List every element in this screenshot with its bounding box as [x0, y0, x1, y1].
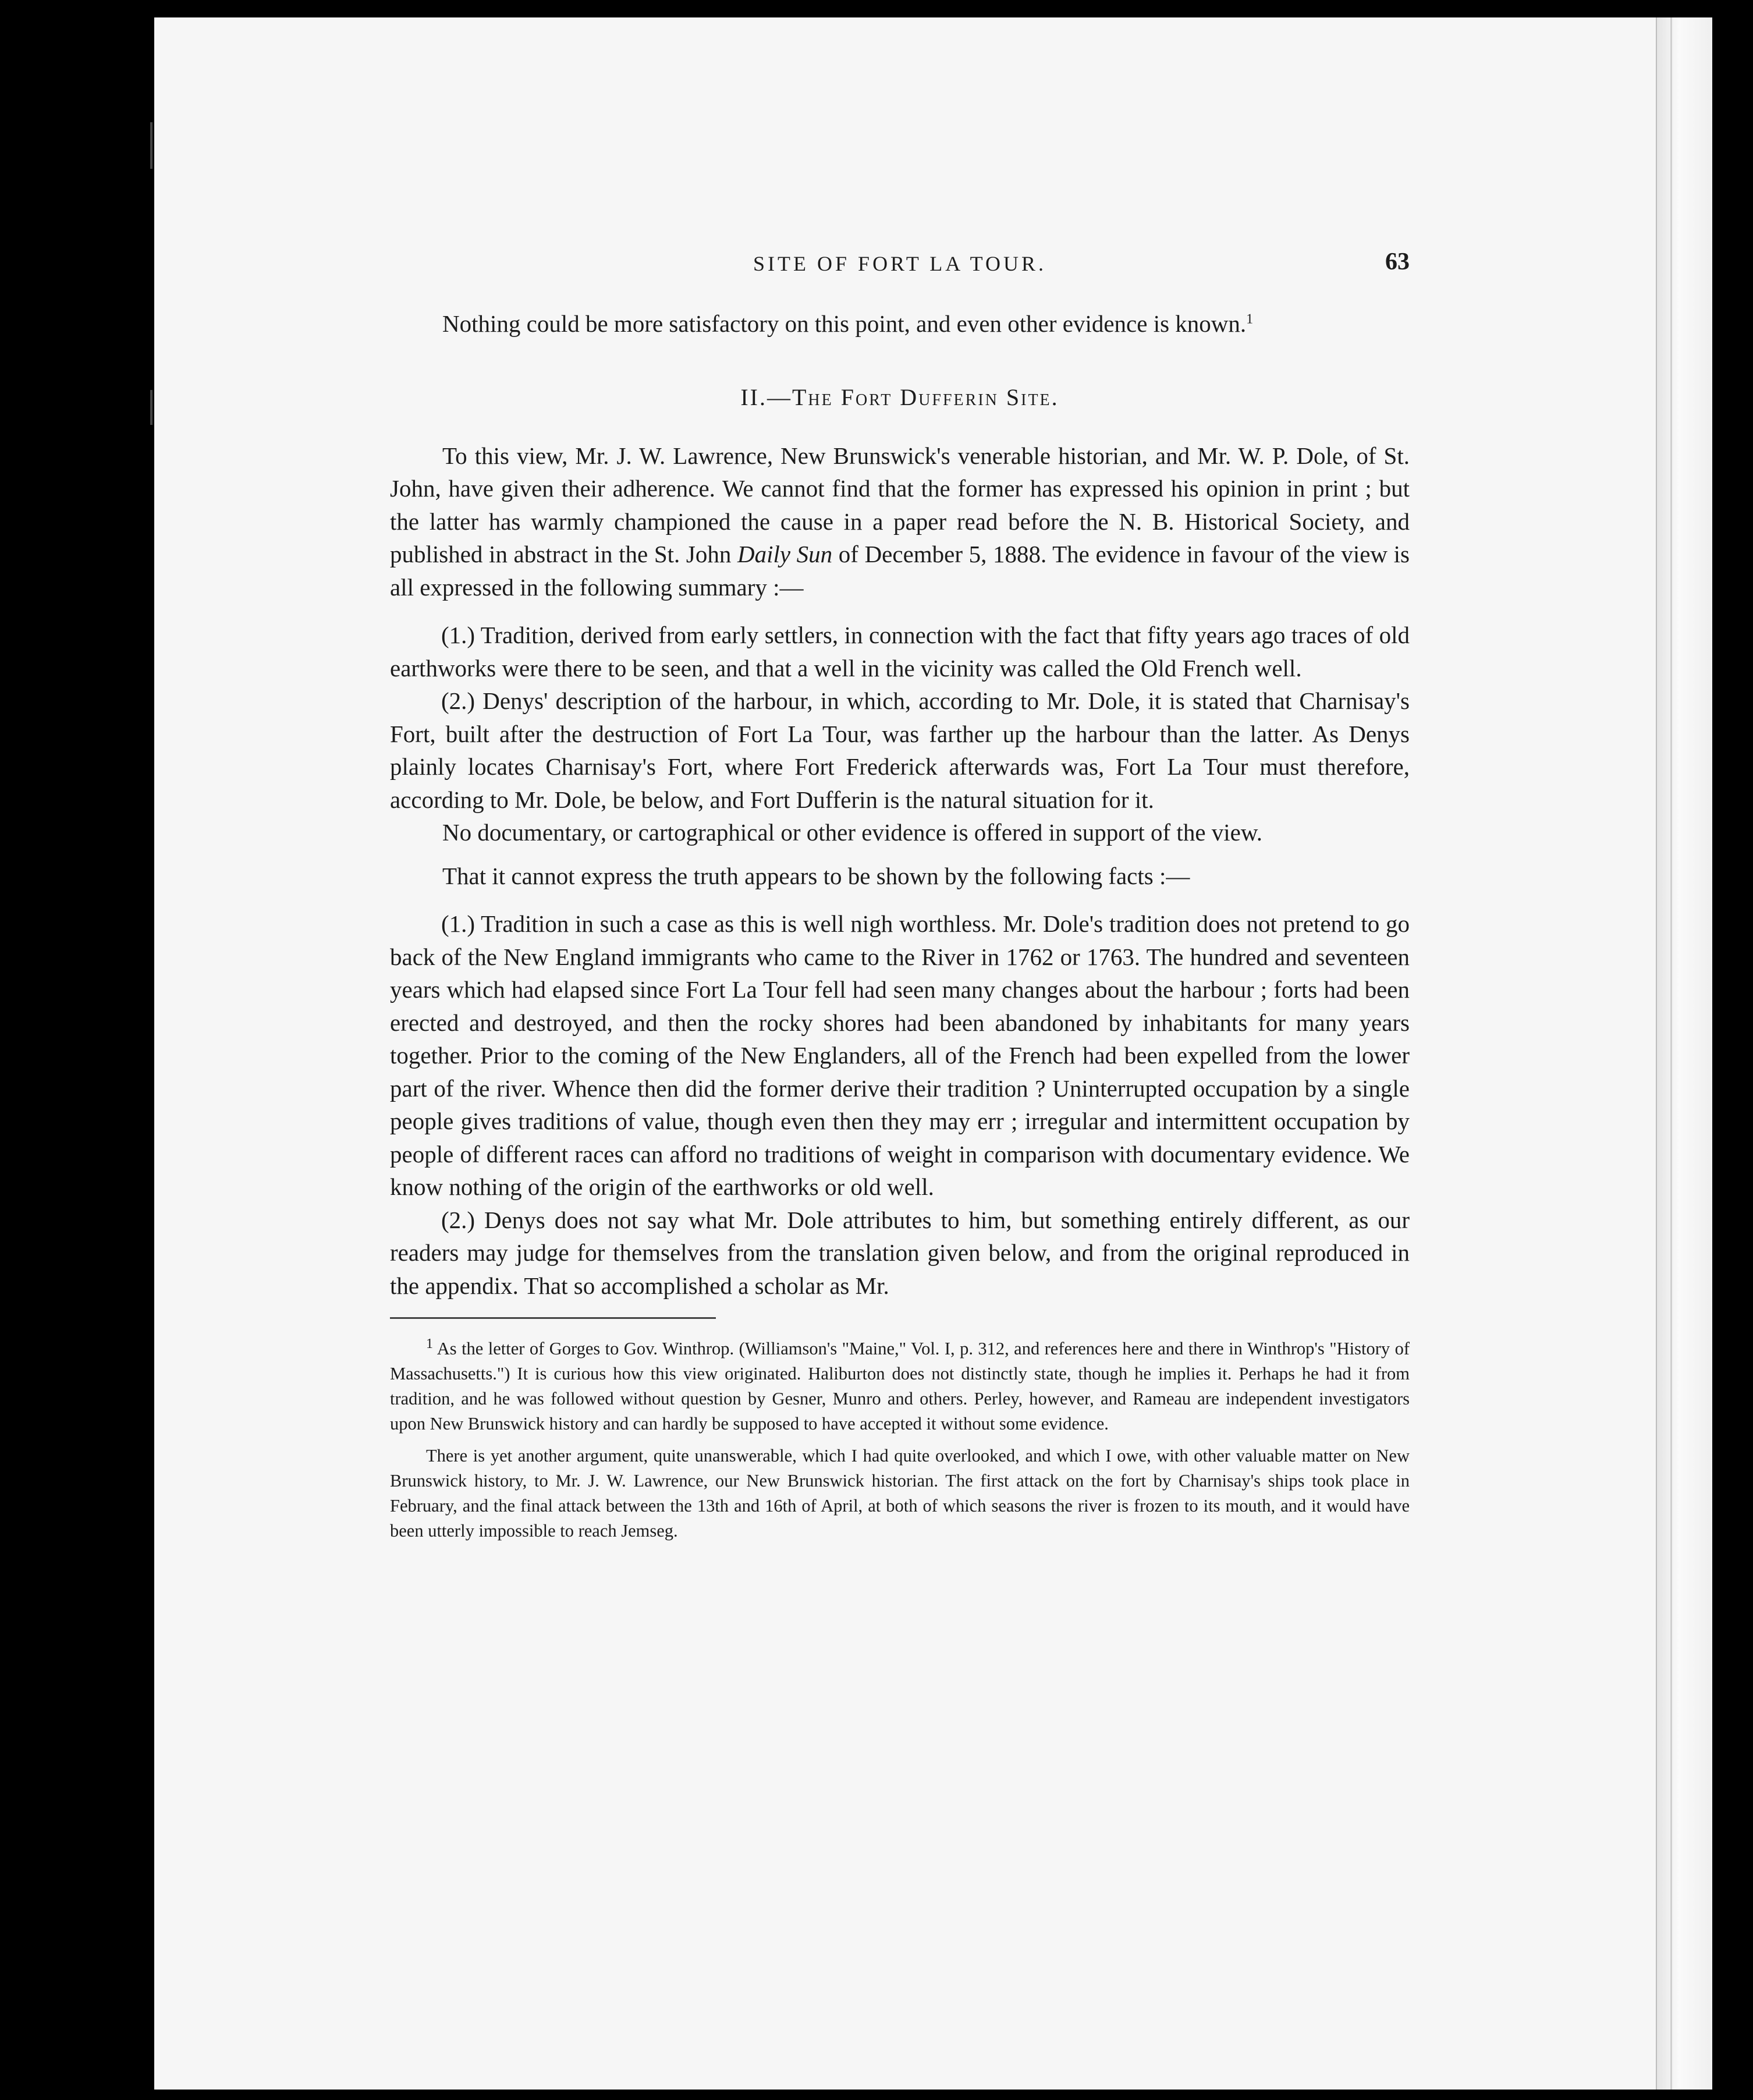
fact-item-2: (2.) Denys does not say what Mr. Dole attributes to him, but something entirely different, as our readers may judge for themselves from the translation given below, and from the original reproduced in the appendix. That so accomplished a scholar as Mr.: [390, 1206, 1410, 1299]
footnote-rule: [390, 1317, 716, 1319]
footnotes: [390, 1336, 1410, 1544]
footnote-ref: 1: [1246, 311, 1254, 327]
summary-item-1: (1.) Tradition, derived from early settlers, in connection with the fact that fifty years ago traces of old earthworks were there to be seen, and that a well in the vicinity was called the Old French well.: [390, 622, 1410, 682]
footnote-mark: 1: [426, 1336, 433, 1351]
newspaper-title: Daily Sun: [737, 541, 833, 567]
page-fold-line: [1670, 17, 1672, 2090]
running-head: [390, 244, 1410, 279]
fact-item-1: (1.) Tradition in such a case as this is well nigh worthless. Mr. Dole's tradition does not pretend to go back of the New England immigrants who came to the River in 1762 or 1763. The hundred and seventeen years which had elapsed since Fort La Tour fell had seen many changes about the harbour ; forts had been erected and destroyed, and then the rocky shores had been abandoned by inhabitants for many years together. Prior to the coming of the New Englanders, all of the French had been expelled from the lower part of the river. Whence then did the former derive their tradition ? Uninterrupted occupation by a single people gives traditions of value, though even then they may err ; irregular and intermittent occupation by people of different races can afford no traditions of weight in comparison with documentary evidence. We know nothing of the origin of the earthworks or old well.: [390, 910, 1410, 1200]
gutter-mark: [150, 122, 152, 169]
gutter-mark: [150, 390, 152, 425]
section-heading: II.—The Fort Dufferin Site.: [740, 384, 1059, 410]
paragraph-no-evidence: No documentary, or cartographical or other evidence is offered in support of the view.: [442, 819, 1263, 846]
opening-line: Nothing could be more satisfactory on this point, and even other evidence is known.$^1$: [442, 310, 1254, 337]
paragraph-adherence: To this view, Mr. J. W. Lawrence, New Brunswick's venerable historian, and Mr. W. P. Dole, of St. John, have given their adherence. We cannot find that the former has expressed his opinion in print ; but the latter has warmly championed the cause in a paper read before the N. B. Historical Society, and published in abstract in the St. John Daily Sun of December 5, 1888. The evidence in favour of the view is all expressed in the following summary :—: [390, 442, 1410, 601]
page-text-block: [390, 244, 1410, 1544]
page-edge-shadow: [1656, 17, 1712, 2090]
footnote-2: There is yet another argument, quite unanswerable, which I had quite overlooked, and which I owe, with other valuable matter on New Brunswick history, to Mr. J. W. Lawrence, our New Brunswick historian. The first attack on the fort by Charnisay's ships took place in February, and the final attack between the 13th and 16th of April, at both of which seasons the river is frozen to its mouth, and it would have been utterly impossible to reach Jemseg.: [390, 1446, 1410, 1541]
paragraph-facts-intro: That it cannot express the truth appears to be shown by the following facts :—: [442, 862, 1190, 889]
running-title: SITE OF FORT LA TOUR.: [753, 252, 1046, 275]
summary-item-2: (2.) Denys' description of the harbour, in which, according to Mr. Dole, it is stated that Charnisay's Fort, built after the destruction of Fort La Tour, was farther up the harbour than the latter. As Denys plainly locates Charnisay's Fort, where Fort Frederick afterwards was, Fort La Tour must therefore, according to Mr. Dole, be below, and Fort Dufferin is the natural situation for it.: [390, 687, 1410, 813]
page-number: 63: [1385, 249, 1410, 275]
footnote-1: $^1$ As the letter of Gorges to Gov. Winthrop. (Williamson's "Maine," Vol. I, p. 312, and references here and there in Winthrop's "History of Massachusetts.") It is curious how this view originated. Haliburton does not distinctly state, though he implies it. Perhaps he had it from tradition, and he was followed without question by Gesner, Munro and others. Perley, however, and Rameau are independent investigators upon New Brunswick history and can hardly be supposed to have accepted it without some evidence.: [390, 1336, 1410, 1434]
